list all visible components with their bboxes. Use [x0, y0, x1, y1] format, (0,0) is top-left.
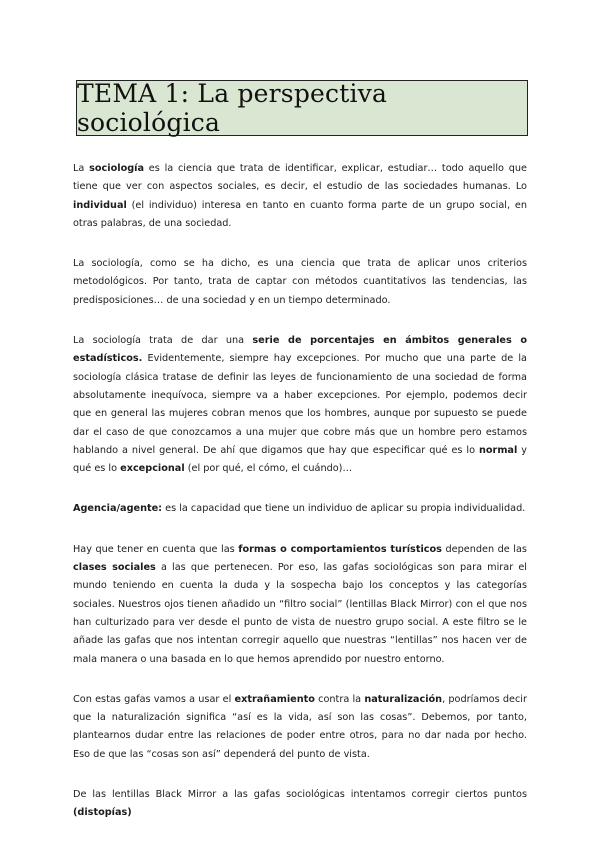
- text-run: La sociología trata de dar una: [73, 335, 253, 347]
- paragraph: [73, 541, 527, 669]
- bold-term: individual: [73, 199, 127, 211]
- bold-term: Agencia/agente:: [73, 503, 163, 515]
- text-run: dependen de las: [441, 543, 527, 555]
- bold-term: extrañamiento: [234, 693, 315, 705]
- title-box: [76, 80, 528, 136]
- document-body: [73, 160, 527, 845]
- text-run: (el por qué, el cómo, el cuándo)…: [184, 463, 353, 475]
- bold-term: naturalización: [364, 693, 443, 705]
- paragraph: [73, 332, 527, 478]
- paragraph: [73, 500, 527, 518]
- text-run: es la ciencia que trata de identificar, explicar, estudiar… todo aquello que tiene que ver con aspectos sociales, es decir, el estudio de las sociedades humanas. Lo: [73, 163, 527, 193]
- text-run: (el individuo) interesa en tanto en cuanto forma parte de un grupo social, en otras palabras, de una sociedad.: [73, 199, 527, 229]
- text-run: y qué es lo: [73, 444, 527, 475]
- text-run: contra la: [314, 693, 365, 705]
- bold-term: sociología: [89, 163, 145, 174]
- text-run: a las que pertenecen. Por eso, las gafas sociológicas son para mirar el mundo teniendo en cuenta la duda y la sospecha bajo los conceptos y las categorías sociales. Nuestros ojos tienen añadido un “filtro social” (lentillas Black Mirror) con el que nos han culturizado para ver desde el punto de vista de nuestro grupo social. A este filtro se le añade las gafas que nos intentan corregir aquello que nuestras “lentillas” nos hacen ver de mala manera o una basada en lo que hemos aprendido por nuestro entorno.: [73, 562, 527, 665]
- text-run: La: [73, 163, 90, 174]
- bold-term: (distopías): [73, 807, 132, 819]
- text-run: Hay que tener en cuenta que las: [73, 543, 239, 555]
- text-run: , podríamos decir que la naturalización significa “así es la vida, así son las cosas”. Debemos, por tanto, plantearnos dudar entre las relaciones de poder entre otros, para no dar nada por hecho. Eso de que las “cosas son así” dependerá del punto de vista.: [73, 693, 527, 760]
- text-run: es la capacidad que tiene un individuo de aplicar su propia individualidad.: [162, 503, 526, 515]
- paragraph: [73, 691, 527, 764]
- paragraph: [73, 255, 527, 310]
- bold-term: serie de porcentajes en ámbitos generales o estadísticos.: [73, 335, 527, 365]
- bold-term: normal: [479, 444, 518, 456]
- text-run: Evidentemente, siempre hay excepciones. Por mucho que una parte de la sociología clásica tratase de definir las leyes de funcionamiento de una sociedad de forma absolutamente inequívoca, siempre va a haber excepciones. Por ejemplo, podemos decir que en general las mujeres cobran menos que los hombres, aunque por supuesto se puede dar el caso de que conozcamos a una mujer que cobre más que un hombre pero estamos hablando a nivel general. De ahí que digamos que hay que especificar qué es lo: [73, 353, 527, 456]
- text-run: Con estas gafas vamos a usar el: [73, 693, 235, 705]
- bold-term: formas o comportamientos turísticos: [238, 543, 442, 555]
- bold-term: clases sociales: [73, 562, 156, 574]
- page-title: TEMA 1: La perspectiva sociológica: [77, 79, 388, 137]
- paragraph: [73, 160, 527, 233]
- text-run: La sociología, como se ha dicho, es una ciencia que trata de aplicar unos criterios metodológicos. Por tanto, trata de captar con métodos cuantitativos las tendencias, las predisposiciones… de una sociedad y en un tiempo determinado.: [73, 258, 527, 306]
- bold-term: excepcional: [120, 463, 185, 475]
- paragraph: [73, 786, 527, 823]
- text-run: De las lentillas Black Mirror a las gafas sociológicas intentamos corregir ciertos puntos: [73, 789, 527, 801]
